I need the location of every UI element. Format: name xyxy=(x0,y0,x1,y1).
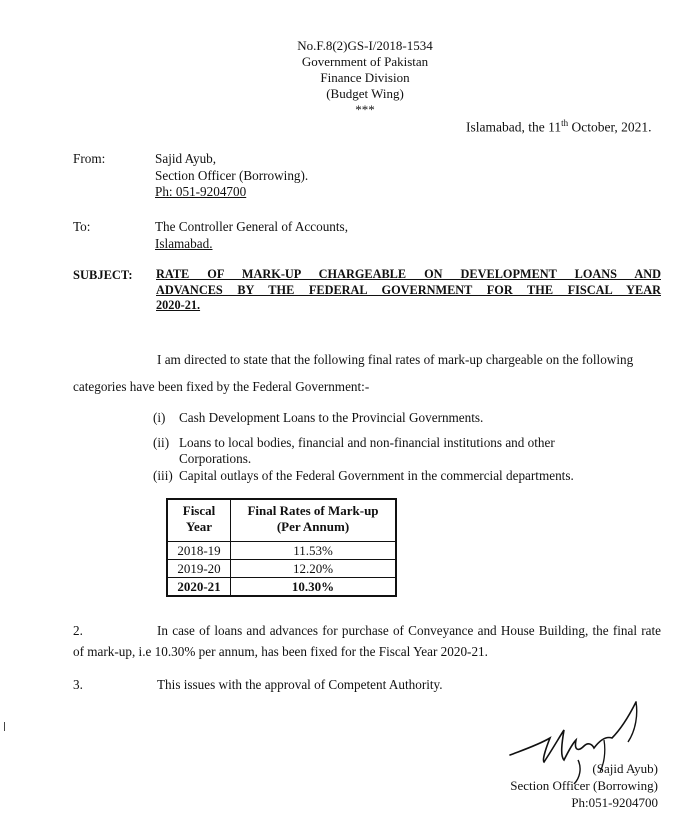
paragraph-1: I am directed to state that the following final rates of mark-up chargeable on the following categories have been fixed by the Federal Government:- xyxy=(73,352,634,394)
sender-phone: Ph: 051-9204700 xyxy=(155,184,247,199)
scan-edge-mark xyxy=(4,722,5,731)
paragraph-3: This issues with the approval of Competent Authority. xyxy=(157,677,443,692)
subject-text xyxy=(156,267,661,314)
sender-name: Sajid Ayub, xyxy=(155,151,217,166)
signatory-phone: Ph:051-9204700 xyxy=(571,795,658,810)
division-name: Finance Division xyxy=(320,70,410,85)
paragraph-3-number: 3. xyxy=(73,677,83,692)
addressee: The Controller General of Accounts, xyxy=(155,219,348,234)
subject-line-2: ADVANCES BY THE FEDERAL GOVERNMENT FOR THE FISCAL YEAR xyxy=(156,282,661,297)
category-item-1: (i) Cash Development Loans to the Provincial Governments. xyxy=(153,410,484,425)
sender-designation: Section Officer (Borrowing). xyxy=(155,167,309,183)
category-item-2: (ii) Loans to local bodies, financial and non-financial institutions and other Corporations. xyxy=(153,435,555,466)
letter-header xyxy=(240,38,490,118)
paragraph-2: 2. In case of loans and advances for purchase of Conveyance and House Building, the final rate of mark-up, i.e 10.30% per annum, has been fixed for the Fiscal Year 2020-21. xyxy=(73,620,661,662)
table-row xyxy=(167,560,396,578)
subject-label: SUBJECT: xyxy=(73,268,133,282)
row-year: 2020-21 xyxy=(167,578,231,597)
table-row xyxy=(167,542,396,560)
header-final-rate: Final Rates of Mark-up (Per Annum) xyxy=(231,499,397,542)
addressee-city: Islamabad. xyxy=(155,235,213,251)
signatory-designation: Section Officer (Borrowing) xyxy=(510,778,658,793)
from-label: From: xyxy=(73,151,106,166)
signature-block xyxy=(498,760,658,811)
subject-line-3: 2020-21. xyxy=(156,298,201,312)
row-rate: 11.53% xyxy=(231,542,397,560)
header-stars: *** xyxy=(355,102,375,117)
row-year: 2019-20 xyxy=(167,560,231,578)
wing-name: (Budget Wing) xyxy=(326,86,404,101)
reference-number: No.F.8(2)GS-I/2018-1534 xyxy=(297,38,433,53)
paragraph-2-number: 2. xyxy=(73,623,83,638)
table-header-row xyxy=(167,499,396,542)
letter-date: Islamabad, the 11th October, 2021. xyxy=(466,118,652,135)
signatory-name: (Sajid Ayub) xyxy=(592,761,658,776)
government-name: Government of Pakistan xyxy=(301,54,429,69)
header-fiscal-year: Fiscal Year xyxy=(167,499,231,542)
from-block xyxy=(155,151,308,201)
category-item-3: (iii) Capital outlays of the Federal Government in the commercial departments. xyxy=(153,468,574,483)
to-block xyxy=(155,219,348,252)
to-label: To: xyxy=(73,219,91,234)
table-row xyxy=(167,578,396,597)
markup-rates-table xyxy=(166,498,397,597)
row-rate: 10.30% xyxy=(231,578,397,597)
row-rate: 12.20% xyxy=(231,560,397,578)
row-year: 2018-19 xyxy=(167,542,231,560)
subject-line-1: RATE OF MARK-UP CHARGEABLE ON DEVELOPMENT LOANS AND xyxy=(156,267,661,281)
